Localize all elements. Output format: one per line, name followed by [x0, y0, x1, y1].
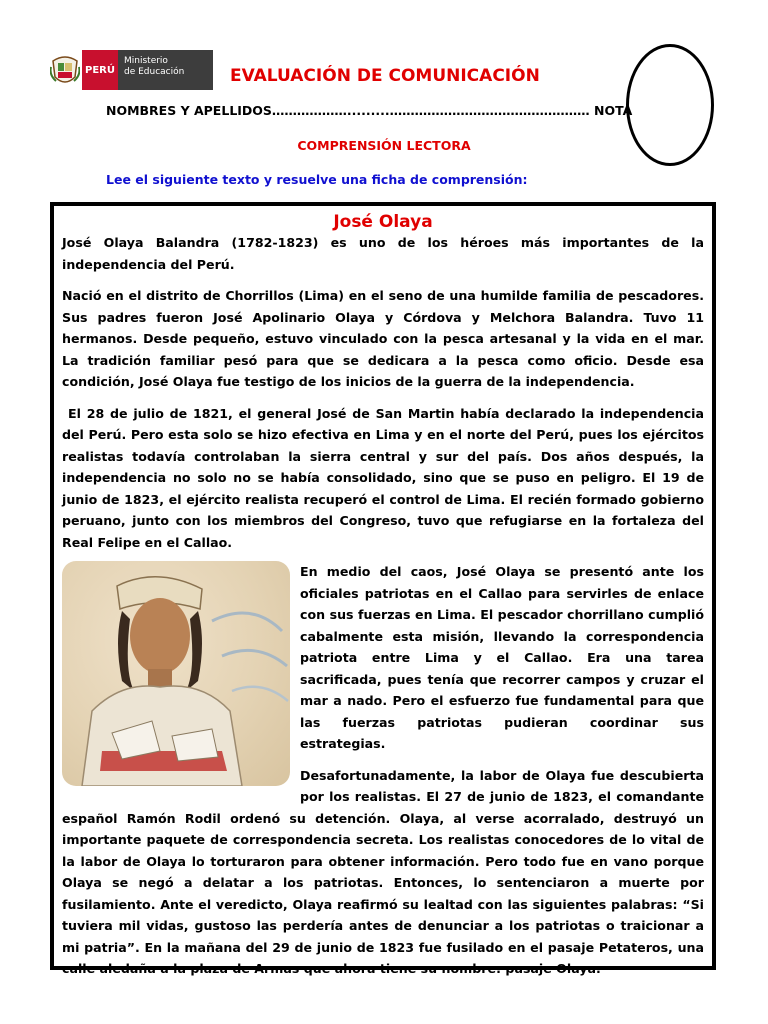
reading-box [50, 202, 716, 976]
names-and-grade-field[interactable]: NOMBRES Y APELLIDOS……………….........………………………………………… NOTA [106, 103, 633, 118]
logo-ministry [118, 50, 213, 90]
section-subtitle: COMPRENSIÓN LECTORA [297, 138, 471, 153]
jose-olaya-portrait [62, 561, 290, 786]
paragraph-2: Nació en el distrito de Chorrillos (Lima) en el seno de una humilde familia de pescadores. Sus padres fueron José Apolinario Olaya y Córdova y Melchora Balandra. Tuvo 11 hermanos. Desde pequeño, estuvo vinculado con la pesca artesanal y la vida en el mar. La tradición familiar pesó para que se dedicara a la pesca como oficio. Desde esa condición, José Olaya fue testigo de los inicios de la guerra de la independencia. [62, 288, 704, 389]
paragraph-3: El 28 de julio de 1821, el general José de San Martin había declarado la independencia del Perú. Pero esta solo se hizo efectiva en Lima y en el norte del Perú, pues los ejércitos realistas todavía controlaban la sierra central y sur del país. Dos años después, la independencia no solo no se había consolidado, sino que se puso en peligro. El 19 de junio de 1823, el ejército realista recuperó el control de Lima. El recién formado gobierno peruano, junto con los miembros del Congreso, tuvo que refugiarse en la fortaleza del Real Felipe en el Callao. [62, 405, 704, 550]
reading-content [62, 212, 704, 990]
paragraph-4: En medio del caos, José Olaya se presentó ante los oficiales patriotas en el Callao para servirles de enlace con sus fuerzas en Lima. El pescador chorrillano cumplió cabalmente esta misión, llevando la correspondencia patriota entre Lima y el Callao. Era una tarea sacrificada, pues tenía que recorrer campos y cruzar el mar a nado. Pero el esfuerzo fue fundamental para que las fuerzas patriotas pudieran coordinar sus estrategias. [300, 564, 704, 751]
page-title: EVALUACIÓN DE COMUNICACIÓN [230, 66, 540, 86]
instruction-text: Lee el siguiente texto y resuelve una ficha de comprensión: [106, 172, 528, 187]
ministry-logo [48, 50, 213, 90]
coat-of-arms-icon [48, 50, 82, 90]
logo-country: PERÚ [82, 50, 118, 90]
paragraph-1: José Olaya Balandra (1782-1823) es uno de los héroes más importantes de la independencia del Perú. [62, 235, 704, 272]
paragraph-5: Desafortunadamente, la labor de Olaya fue descubierta por los realistas. El 27 de junio de 1823, el comandante español Ramón Rodil ordenó su detención. Olaya, al verse acorralado, destruyó un importante paquete de correspondencia secreta. Los realistas conocedores de lo vital de la labor de Olaya lo torturaron para obtener información. Pero todo fue en vano porque Olaya se negó a delatar a los patriotas. Entonces, lo sentenciaron a muerte por fusilamiento. Ante el veredicto, Olaya reafirmó su lealtad con las siguientes palabras: “Si tuviera mil vidas, gustoso las perdería antes de denunciar a los patriotas o traicionar a mi patria”. En la mañana del 29 de junio de 1823 fue fusilado en el pasaje Petateros, una calle aledaña a la plaza de Armas que ahora tiene su nombre: pasaje Olaya. [62, 767, 704, 976]
logo-ministry-line1: Ministerio [124, 56, 168, 66]
logo-ministry-line2: de Educación [124, 67, 185, 77]
reading-title: José Olaya [333, 212, 433, 232]
